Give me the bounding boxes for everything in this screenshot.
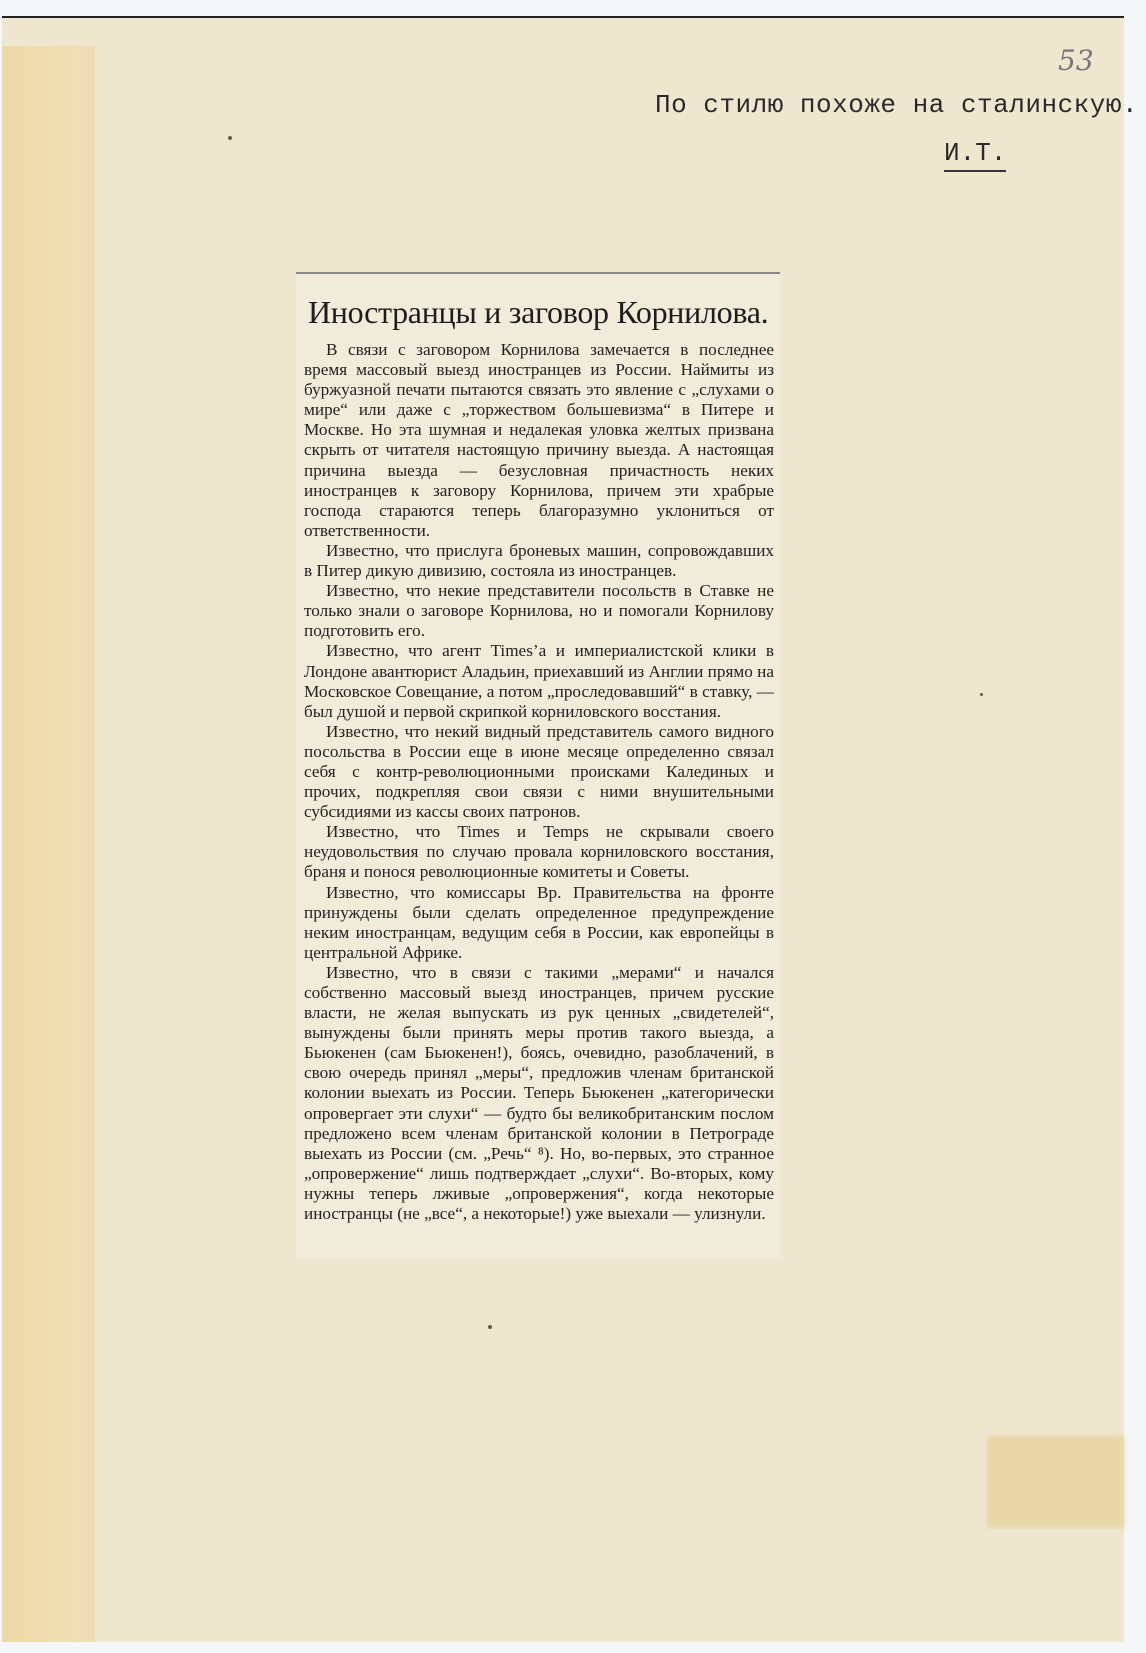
article-paragraph: Известно, что некие представители посольств в Ставке не только знали о заговоре Корнилова, но и помогали Корнилову подготовить его. xyxy=(304,581,774,641)
newspaper-clipping xyxy=(296,272,780,1258)
article-paragraph: В связи с заговором Корнилова замечается в последнее время массовый выезд иностранцев из России. Наймиты из буржуазной печати пытаются связать это явление с „слухами о мире“ или даже с „торжеством большевизма“ в Питере и Москве. Но эта шумная и недалекая уловка желтых призвана скрыть от читателя настоящую причину выезда. А настоящая причина выезда — безусловная причастность неких иностранцев к заговору Корнилова, причем эти храбрые господа стараются теперь благоразумно уклониться от ответственности. xyxy=(304,340,774,540)
typed-initials: И.Т. xyxy=(944,138,1006,172)
paper-speck xyxy=(980,693,983,696)
handwritten-page-number: 53 xyxy=(1058,44,1094,77)
article-paragraph: Известно, что некий видный представитель самого видного посольства в России еще в июне месяце определенно связал себя с контр-революционными происками Калединых и прочих, подкрепляя свои связи с ними внушительными субсидиями из кассы своих патронов. xyxy=(304,721,774,822)
paper-speck xyxy=(488,1325,492,1329)
typed-annotation: По стилю похоже на сталинскую. xyxy=(655,90,1139,120)
article-paragraph: Известно, что Times и Temps не скрывали своего неудовольствия по случаю провала корниловского восстания, браня и понося революционные комитеты и Советы. xyxy=(304,822,774,882)
article-paragraph: Известно, что прислуга броневых машин, сопровождавших в Питер дикую дивизию, состояла из иностранцев. xyxy=(304,540,774,581)
article-body xyxy=(304,340,774,1224)
article-paragraph: Известно, что агент Times’a и империалистской клики в Лондоне авантюрист Аладьин, приехавший из Англии прямо на Московское Совещание, а потом „проследовавший“ в ставку, — был душой и первой скрипкой корниловского восстания. xyxy=(304,641,774,721)
article-paragraph: Известно, что в связи с такими „мерами“ и начался собственно массовый выезд иностранцев, причем русские власти, не желая выпускать из рук ценных „свидетелей“, вынуждены были принять меры против такого выезда, а Бьюкенен (сам Бьюкенен!), боясь, очевидно, разоблачений, в свою очередь принял „меры“, предложив членам британской колонии выехать из России. Теперь Бьюкенен „категорически опровергает эти слухи“ — будто бы великобританским послом предложено всем членам британской колонии в Петрограде выехать из России (см. „Речь“ ⁸). Но, во-первых, это странное „опровержение“ лишь подтверждает „слухи“. Во-вторых, кому нужны теперь лживые „опровержения“, когда некоторые иностранцы (не „все“, а некоторые!) уже выехали — улизнули. xyxy=(304,962,774,1224)
paper-stain xyxy=(987,1436,1124,1528)
paper-speck xyxy=(228,136,232,140)
article-title: Иностранцы и заговор Корнилова. xyxy=(308,294,769,330)
aged-paper-strip xyxy=(2,46,95,1642)
article-paragraph: Известно, что комиссары Вр. Правительства на фронте принуждены были сделать определенное предупреждение неким иностранцам, ведущим себя в России, как европейцы в центральной Африке. xyxy=(304,882,774,962)
